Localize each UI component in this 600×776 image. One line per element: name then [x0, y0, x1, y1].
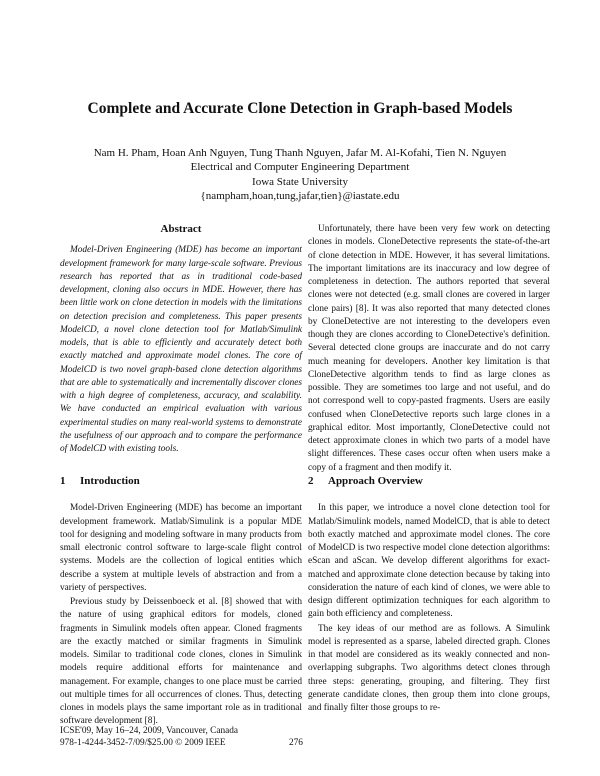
- copyright-line: 978-1-4244-3452-7/09/$25.00 © 2009 IEEE: [60, 737, 226, 748]
- abstract-text: Model-Driven Engineering (MDE) has become an important development framework for many large-scale software. Previous research has reported that as in traditional code-based development, cloning also occurs in MDE. However, there has been little work on clone detection in models with the limitations on detection precision and completeness. This paper presents ModelCD, a novel clone detection tool for Matlab/Simulink models, that is able to efficiently and accurately detect both exactly matched and approximate model clones. The core of ModelCD is two novel graph-based clone detection algorithms that are able to systematically and incrementally discover clones with a high degree of completeness, accuracy, and scalability. We have conducted an empirical evaluation with various experimental studies on many real-world systems to demonstrate the usefulness of our approach and to compare the performance of ModelCD with existing tools.: [60, 245, 302, 454]
- page-number: 276: [289, 738, 303, 748]
- intro-paragraph-1: Model-Driven Engineering (MDE) has become an important development framework. Matlab/Simulink is a popular MDE tool for designing and modeling software in many products from small electronic control software to large-scale flight control systems. Models are the collection of logical entities which describe a system at multiple levels of abstraction and from a variety of perspectives.: [60, 503, 302, 593]
- introduction-heading: [60, 475, 302, 488]
- right-top-paragraph: Unfortunately, there have been very few work on detecting clones in models. CloneDetective represents the state-of-the-art of clone detection in MDE. However, it has several limitations. The important limitations are its inaccuracy and low degree of completeness in detection. The authors reported that several clones were not detected (e.g. small clones are covered in larger clone pairs) [8]. It was also reported that many detected clones by CloneDetective are not interesting to the developers even though they are clones according to CloneDetective's definition. Several detected clone groups are inaccurate and do not carry much meaning for developers. Another key limitation is that CloneDetective algorithm tends to find as large clones as possible. They are sometimes too large and not useful, and do not correspond well to copy-pasted fragments. Users are easily confused when CloneDetective reports such large clones in a graphical editor. Most importantly, CloneDetective could not detect approximate clones in which two parts of a model have slight differences. These cases occur often when users make a copy of a fragment and then modify it.: [308, 224, 550, 473]
- section-title: Introduction: [80, 475, 140, 487]
- approach-paragraph-2: The key ideas of our method are as follows. A Simulink model is represented as a sparse, labeled directed graph. Clones in that model are considered as its weakly connected and non-overlapping subgraphs. Two algorithms detect clones through three steps: generating, grouping, and filtering. They first generate candidate clones, then group them into clone groups, and finally filter those groups to re-: [308, 623, 550, 713]
- footer-info: [60, 726, 238, 749]
- paper-title: Complete and Accurate Clone Detection in Graph-based Models: [87, 100, 513, 117]
- intro-paragraph-2: Previous study by Deissenboeck et al. [8] showed that with the nature of using graphical editors for models, cloned fragments in Simulink models often appear. Cloned fragments are the exactly matched or similar fragments in Simulink models. Similar to traditional code clones, clones in Simulink models require additional efforts for maintenance and management. For example, changes to one place must be carried out multiple times for all occurrences of clones. Thus, detecting clones in models plays the same important role as in traditional software development [8].: [60, 597, 302, 727]
- section-title: Approach Overview: [328, 475, 423, 487]
- university: Iowa State University: [252, 175, 348, 188]
- abstract-section: [60, 223, 302, 456]
- section-number: 2: [308, 475, 314, 487]
- right-column-top: [308, 223, 550, 475]
- approach-paragraph-1: In this paper, we introduce a novel clone detection tool for Matlab/Simulink models, named ModelCD, that is able to detect both exactly matched and approximate model clones. The core of ModelCD is two respective model clone detection algorithms: eScan and aScan. We develop different algorithms for exact-matched and approximate clone detection because by taking into consideration the nature of each kind of clones, we were able to design different optimization techniques for each algorithm to gain both efficiency and completeness.: [308, 503, 550, 620]
- section-number: 1: [60, 475, 66, 487]
- email: {nampham,hoan,tung,jafar,tien}@iastate.edu: [200, 189, 400, 202]
- venue-line: ICSE'09, May 16–24, 2009, Vancouver, Canada: [60, 726, 239, 736]
- approach-heading: [308, 475, 550, 488]
- author-list: Nam H. Pham, Hoan Anh Nguyen, Tung Thanh Nguyen, Jafar M. Al-Kofahi, Tien N. Nguyen: [93, 147, 507, 159]
- approach-section: [308, 475, 550, 715]
- introduction-section: [60, 475, 302, 729]
- affiliation: Electrical and Computer Engineering Department: [190, 161, 410, 174]
- abstract-heading: Abstract: [160, 223, 202, 235]
- author-block: [60, 146, 540, 203]
